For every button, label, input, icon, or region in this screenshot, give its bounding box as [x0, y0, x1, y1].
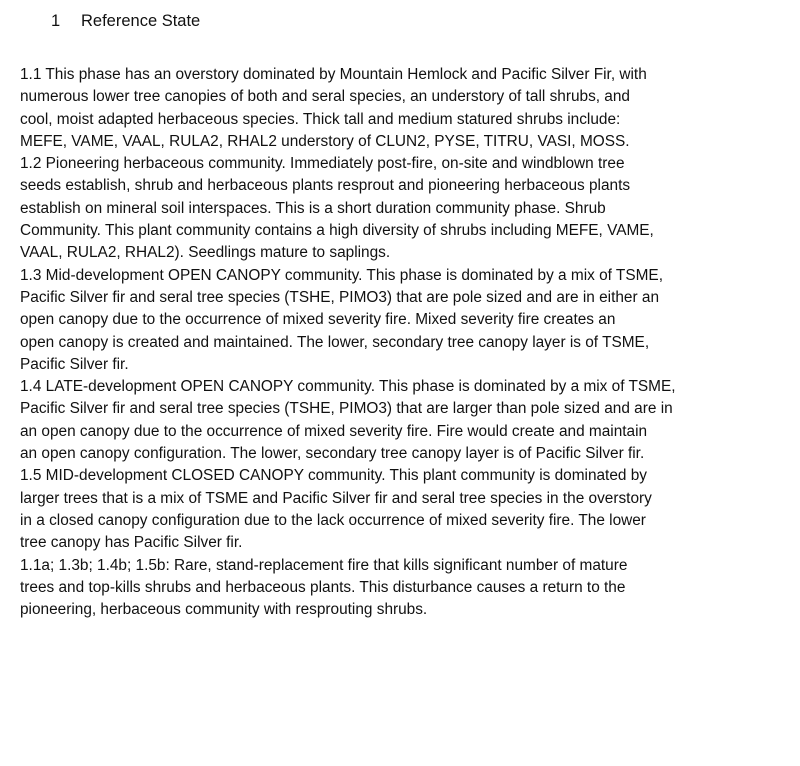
text-line: establish on mineral soil interspaces. This is a short duration community phase. Shrub: [20, 199, 606, 217]
text-line: tree canopy has Pacific Silver fir.: [20, 534, 243, 552]
text-line: in a closed canopy configuration due to the lack occurrence of mixed severity fire. The lower: [20, 511, 646, 529]
section-title: Reference State: [81, 12, 201, 30]
text-line: 1.4 LATE-development OPEN CANOPY community. This phase is dominated by a mix of TSME,: [20, 378, 676, 396]
text-line: larger trees that is a mix of TSME and Pacific Silver fir and seral tree species in the overstory: [20, 489, 652, 507]
text-line: 1.3 Mid-development OPEN CANOPY community. This phase is dominated by a mix of TSME,: [20, 266, 663, 284]
text-line: open canopy is created and maintained. The lower, secondary tree canopy layer is of TSME,: [20, 333, 650, 351]
text-line: an open canopy configuration. The lower, secondary tree canopy layer is of Pacific Silver fir.: [20, 445, 645, 463]
text-line: 1.1 This phase has an overstory dominated by Mountain Hemlock and Pacific Silver Fir, with: [20, 66, 647, 83]
text-line: numerous lower tree canopies of both and seral species, an understory of tall shrubs, and: [20, 88, 630, 106]
text-line: VAAL, RULA2, RHAL2). Seedlings mature to saplings.: [20, 244, 391, 262]
text-line: Pacific Silver fir and seral tree species (TSHE, PIMO3) that are pole sized and are in either an: [20, 288, 659, 306]
text-line: trees and top-kills shrubs and herbaceous plants. This disturbance causes a return to the: [20, 578, 626, 596]
section-heading: [51, 9, 200, 33]
text-line: MEFE, VAME, VAAL, RULA2, RHAL2 understory of CLUN2, PYSE, TITRU, VASI, MOSS.: [20, 132, 630, 150]
text-line: an open canopy due to the occurrence of mixed severity fire. Fire would create and maintain: [20, 422, 648, 440]
text-line: 1.2 Pioneering herbaceous community. Immediately post-fire, on-site and windblown tree: [20, 155, 625, 173]
text-line: Community. This plant community contains a high diversity of shrubs including MEFE, VAME,: [20, 222, 654, 240]
text-line: cool, moist adapted herbaceous species. Thick tall and medium statured shrubs include:: [20, 110, 621, 128]
text-line: open canopy due to the occurrence of mixed severity fire. Mixed severity fire creates an: [20, 311, 616, 329]
text-line: pioneering, herbaceous community with resprouting shrubs.: [20, 601, 428, 619]
text-line: Pacific Silver fir and seral tree species (TSHE, PIMO3) that are larger than pole sized and are in: [20, 400, 673, 418]
text-line: Pacific Silver fir.: [20, 355, 129, 373]
text-line: 1.1a; 1.3b; 1.4b; 1.5b: Rare, stand-replacement fire that kills significant number of mature: [20, 556, 628, 574]
body-text: [20, 64, 795, 621]
text-line: 1.5 MID-development CLOSED CANOPY community. This plant community is dominated by: [20, 467, 647, 485]
section-number: 1: [51, 12, 61, 30]
text-line: seeds establish, shrub and herbaceous plants resprout and pioneering herbaceous plants: [20, 177, 631, 195]
